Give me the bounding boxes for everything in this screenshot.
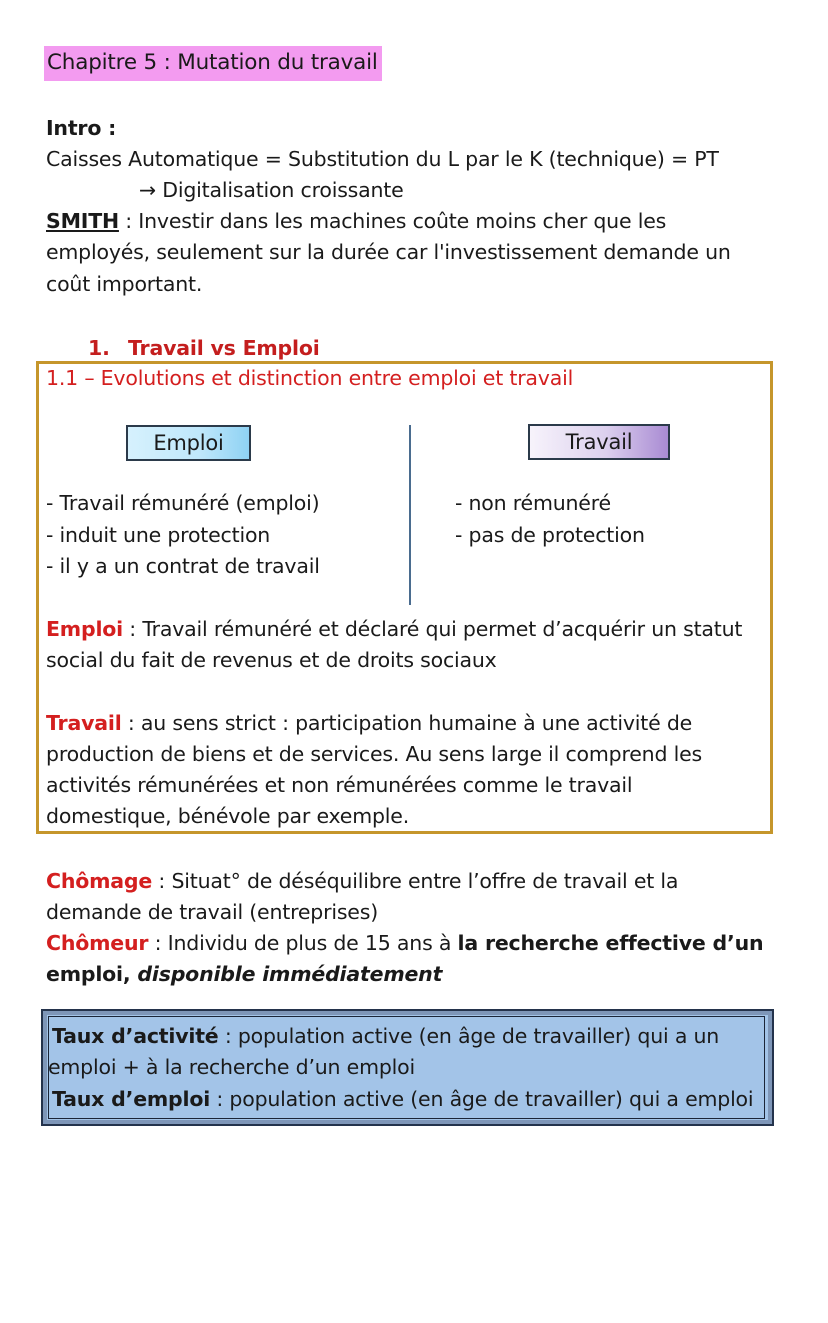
intro-line-1: Caisses Automatique = Substitution du L par le K (technique) = PT (46, 147, 719, 171)
chomage-definition-line-2: demande de travail (entreprises) (46, 900, 379, 924)
activity-rate-line-1 (52, 1021, 719, 1052)
chomeur-label: Chômeur (46, 931, 149, 955)
chomeur-emphasis-2: emploi, (46, 962, 138, 986)
intro-label: Intro : (46, 116, 117, 140)
chomage-text-1: : Situat° de déséquilibre entre l’offre de travail et la (152, 869, 679, 893)
emploi-definition-line-1 (46, 614, 742, 645)
travail-point: - non rémunéré (455, 491, 611, 515)
chomeur-definition-line-2 (46, 959, 442, 990)
smith-label: SMITH (46, 209, 119, 233)
section-subtitle: 1.1 – Evolutions et distinction entre emploi et travail (46, 366, 574, 390)
employment-rate-text: : population active (en âge de travailler) qui a emploi (210, 1087, 754, 1111)
chomeur-emphasis-3: disponible immédiatement (137, 962, 443, 986)
travail-definition-line-2: production de biens et de services. Au sens large il comprend les (46, 742, 702, 766)
emploi-point: - induit une protection (46, 523, 271, 547)
smith-line-3: coût important. (46, 272, 203, 296)
employment-rate-line (52, 1084, 753, 1115)
emploi-pill: Emploi (126, 425, 251, 461)
section-heading (88, 333, 320, 363)
activity-rate-line-2: emploi + à la recherche d’un emploi (48, 1055, 415, 1079)
chomeur-emphasis-1: la recherche effective d’un (457, 931, 764, 955)
travail-definition-line-4: domestique, bénévole par exemple. (46, 804, 410, 828)
intro-line-2: → Digitalisation croissante (139, 178, 404, 202)
column-divider (409, 425, 411, 605)
smith-line-1 (46, 206, 666, 237)
chomeur-definition-line-1 (46, 928, 763, 959)
smith-text-1: : Investir dans les machines coûte moins cher que les (118, 209, 667, 233)
travail-point: - pas de protection (455, 523, 645, 547)
emploi-point: - Travail rémunéré (emploi) (46, 491, 320, 515)
travail-definition-line-1 (46, 708, 692, 739)
activity-rate-text-1: : population active (en âge de travailler) qui a un (218, 1024, 720, 1048)
chomage-definition-line-1 (46, 866, 678, 897)
travail-definition-label: Travail (46, 711, 122, 735)
section-title: Travail vs Emploi (128, 336, 320, 360)
chomeur-text-1: : Individu de plus de 15 ans à (148, 931, 458, 955)
travail-definition-text-1: : au sens strict : participation humaine à une activité de (121, 711, 693, 735)
chomage-label: Chômage (46, 869, 153, 893)
travail-definition-line-3: activités rémunérées et non rémunérées comme le travail (46, 773, 633, 797)
employment-rate-label: Taux d’emploi (52, 1087, 211, 1111)
smith-line-2: employés, seulement sur la durée car l'investissement demande un (46, 240, 731, 264)
emploi-point: - il y a un contrat de travail (46, 554, 320, 578)
emploi-definition-label: Emploi (46, 617, 123, 641)
section-number: 1. (88, 336, 110, 360)
emploi-definition-line-2: social du fait de revenus et de droits sociaux (46, 648, 497, 672)
page-title: Chapitre 5 : Mutation du travail (44, 46, 382, 81)
activity-rate-label: Taux d’activité (52, 1024, 219, 1048)
travail-pill: Travail (528, 424, 670, 460)
emploi-definition-text-1: : Travail rémunéré et déclaré qui permet d’acquérir un statut (122, 617, 743, 641)
